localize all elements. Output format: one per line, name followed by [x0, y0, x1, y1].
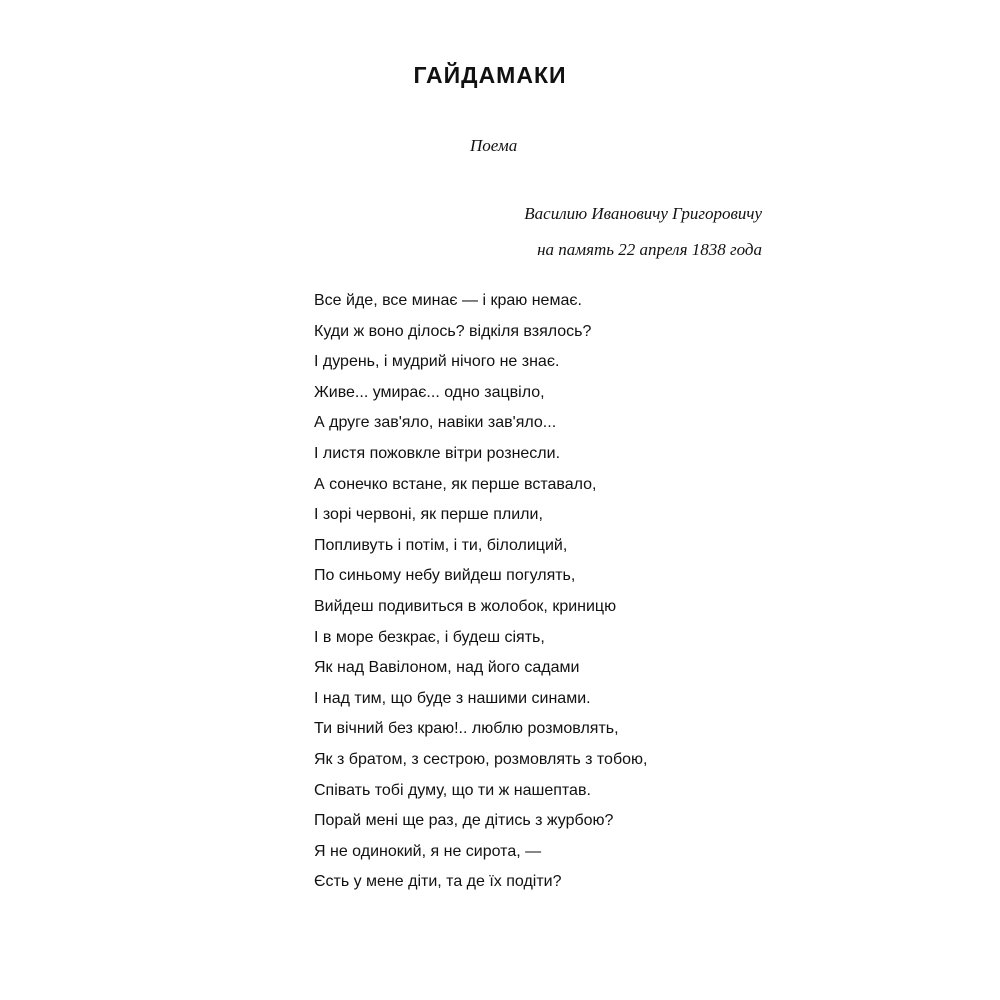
verse-line: А друге зав'яло, навіки зав'яло... [314, 414, 557, 432]
verse-line: Ти вічний без краю!.. люблю розмовлять, [314, 720, 619, 738]
dedication-line: на память 22 апреля 1838 года [537, 240, 762, 259]
verse-line: Як з братом, з сестрою, розмовлять з тобою, [314, 750, 648, 768]
verse-line: Живе... умирає... одно зацвіло, [314, 383, 545, 401]
verse-line: Вийдеш подивиться в жолобок, криницю [314, 597, 617, 615]
verse-line: Порай мені ще раз, де дітись з журбою? [314, 812, 614, 830]
verse-line: Я не одинокий, я не сирота, — [314, 842, 542, 860]
verse-line: Попливуть і потім, і ти, білолиций, [314, 536, 568, 554]
poem-title: ГАЙДАМАКИ [413, 62, 567, 88]
verse-line: І листя пожовкле вітри рознесли. [314, 444, 561, 462]
verse-line: По синьому небу вийдеш погулять, [314, 567, 576, 585]
poem-genre: Поема [470, 136, 518, 155]
verse-line: І зорі червоні, як перше плили, [314, 506, 543, 524]
verse-line: І над тим, що буде з нашими синами. [314, 689, 591, 707]
verse-line: І в море безкрає, і будеш сіять, [314, 628, 545, 646]
verse-line: Все йде, все минає — і краю немає. [314, 292, 582, 309]
dedication-line: Василию Ивановичу Григоровичу [524, 204, 762, 223]
verse-line: Співать тобі думу, що ти ж нашептав. [314, 781, 591, 799]
dedication [524, 196, 762, 268]
verse-line: Як над Вавілоном, над його садами [314, 659, 580, 677]
verse-line: І дурень, і мудрий нічого не знає. [314, 353, 560, 371]
verse-line: А сонечко встане, як перше вставало, [314, 475, 597, 493]
verse-line: Куди ж воно ділось? відкіля взялось? [314, 322, 592, 340]
poem-verse [314, 286, 647, 898]
verse-line: Єсть у мене діти, та де їх подіти? [314, 873, 562, 891]
